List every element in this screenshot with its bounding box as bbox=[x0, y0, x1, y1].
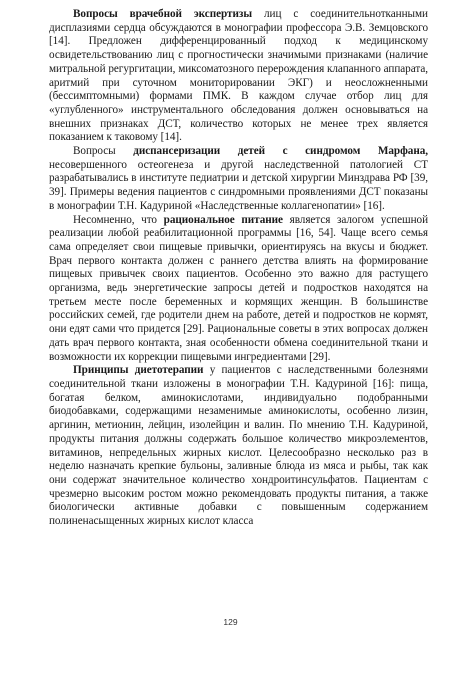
paragraph-text: у пациентов с наследственными болезнями соединительной ткани изложены в монографии Т.Н. Кадуриной [16]: пища, богатая белком, аминокислотами, индивидуально подобранными биодобавками, содержащими незаменимые аминокислоты, особенно лизин, аргинин, метионин, лейцин, изолейцин и валин. По мнению Т.Н. Кадуриной, продукты питания должны содержать большое количество микроэлементов, витаминов, непредельных жирных кислот. Целесообразно несколько раз в неделю назначать крепкие бульоны, заливные блюда из мяса и рыбы, так как они содержат значительное количество хондроитинсульфатов. Пациентам с чрезмерно высоким ростом можно рекомендовать продукты питания, а также биологически активные добавки с повышенным содержанием полиненасыщенных жирных кислот класса bbox=[49, 364, 429, 528]
paragraph-lead: Несомненно, что bbox=[73, 213, 164, 226]
paragraph-text: является залогом успешной реализации любой реабилитационной программы [16, 54]. Чаще всего семья сама определяет свои пищевые привычки, ориентируясь на вкусы и бюджет. Врач первого контакта должен с раннего детства влиять на формирование пищевых привычек своих пациентов. Особенно это важно для растущего организма, ведь энергетические запросы детей и подростков находятся на третьем месте после беременных и кормящих женщин. В большинстве российских семей, где родители днем на работе, детей и подростков не кормят, они едят сами что придется [29]. Рациональные советы в этих вопросах должен дать врач первого контакта, зная особенности обмена соединительной ткани и возможности их коррекции пищевыми ингредиентами [29]. bbox=[49, 213, 429, 363]
paragraph-diet-therapy bbox=[49, 364, 428, 528]
paragraph-text: несовершенного остеогенеза и другой наследственной патологией СТ разрабатывались в институте педиатрии и детской хирургии Минздрава РФ [39, 39]. Примеры ведения пациентов с синдромными проявлениями ДСТ показаны в монографии Т.Н. Кадуриной «Наследственные коллагенопатии» [16]. bbox=[49, 158, 428, 212]
heading-medical-expertise: Вопросы врачебной экспертизы bbox=[73, 8, 253, 20]
heading-marfan-dispensary: диспансеризации детей с синдромом Марфана, bbox=[133, 145, 429, 158]
paragraph-text: лиц с соединительнотканными дисплазиями сердца обсуждаются в монографии профессора Э.В. Земцовского [14]. Предложен дифференцированный подход к медицинскому освидетельствованию лиц с прогностически значимыми признаками (наличие митральной регургитации, миксоматозного перерождения клапанного аппарата, аритмий при суточном мониторировании ЭКГ) и неосложненными (бессимптомными) формами ПМК. В каждом случае отбор лиц для «углубленного» инструментального обследования должен основываться на внешних признаках ДСТ, количество которых не менее трех является показанием к таковому [14]. bbox=[49, 8, 428, 144]
paragraph-expertise bbox=[49, 8, 428, 145]
page-number: 129 bbox=[223, 617, 238, 627]
heading-diet-therapy: Принципы диетотерапии bbox=[73, 364, 204, 377]
heading-rational-nutrition: рациональное питание bbox=[163, 213, 283, 226]
paragraph-lead: Вопросы bbox=[73, 145, 134, 158]
paragraph-marfan bbox=[49, 145, 428, 214]
paragraph-nutrition bbox=[49, 214, 428, 365]
